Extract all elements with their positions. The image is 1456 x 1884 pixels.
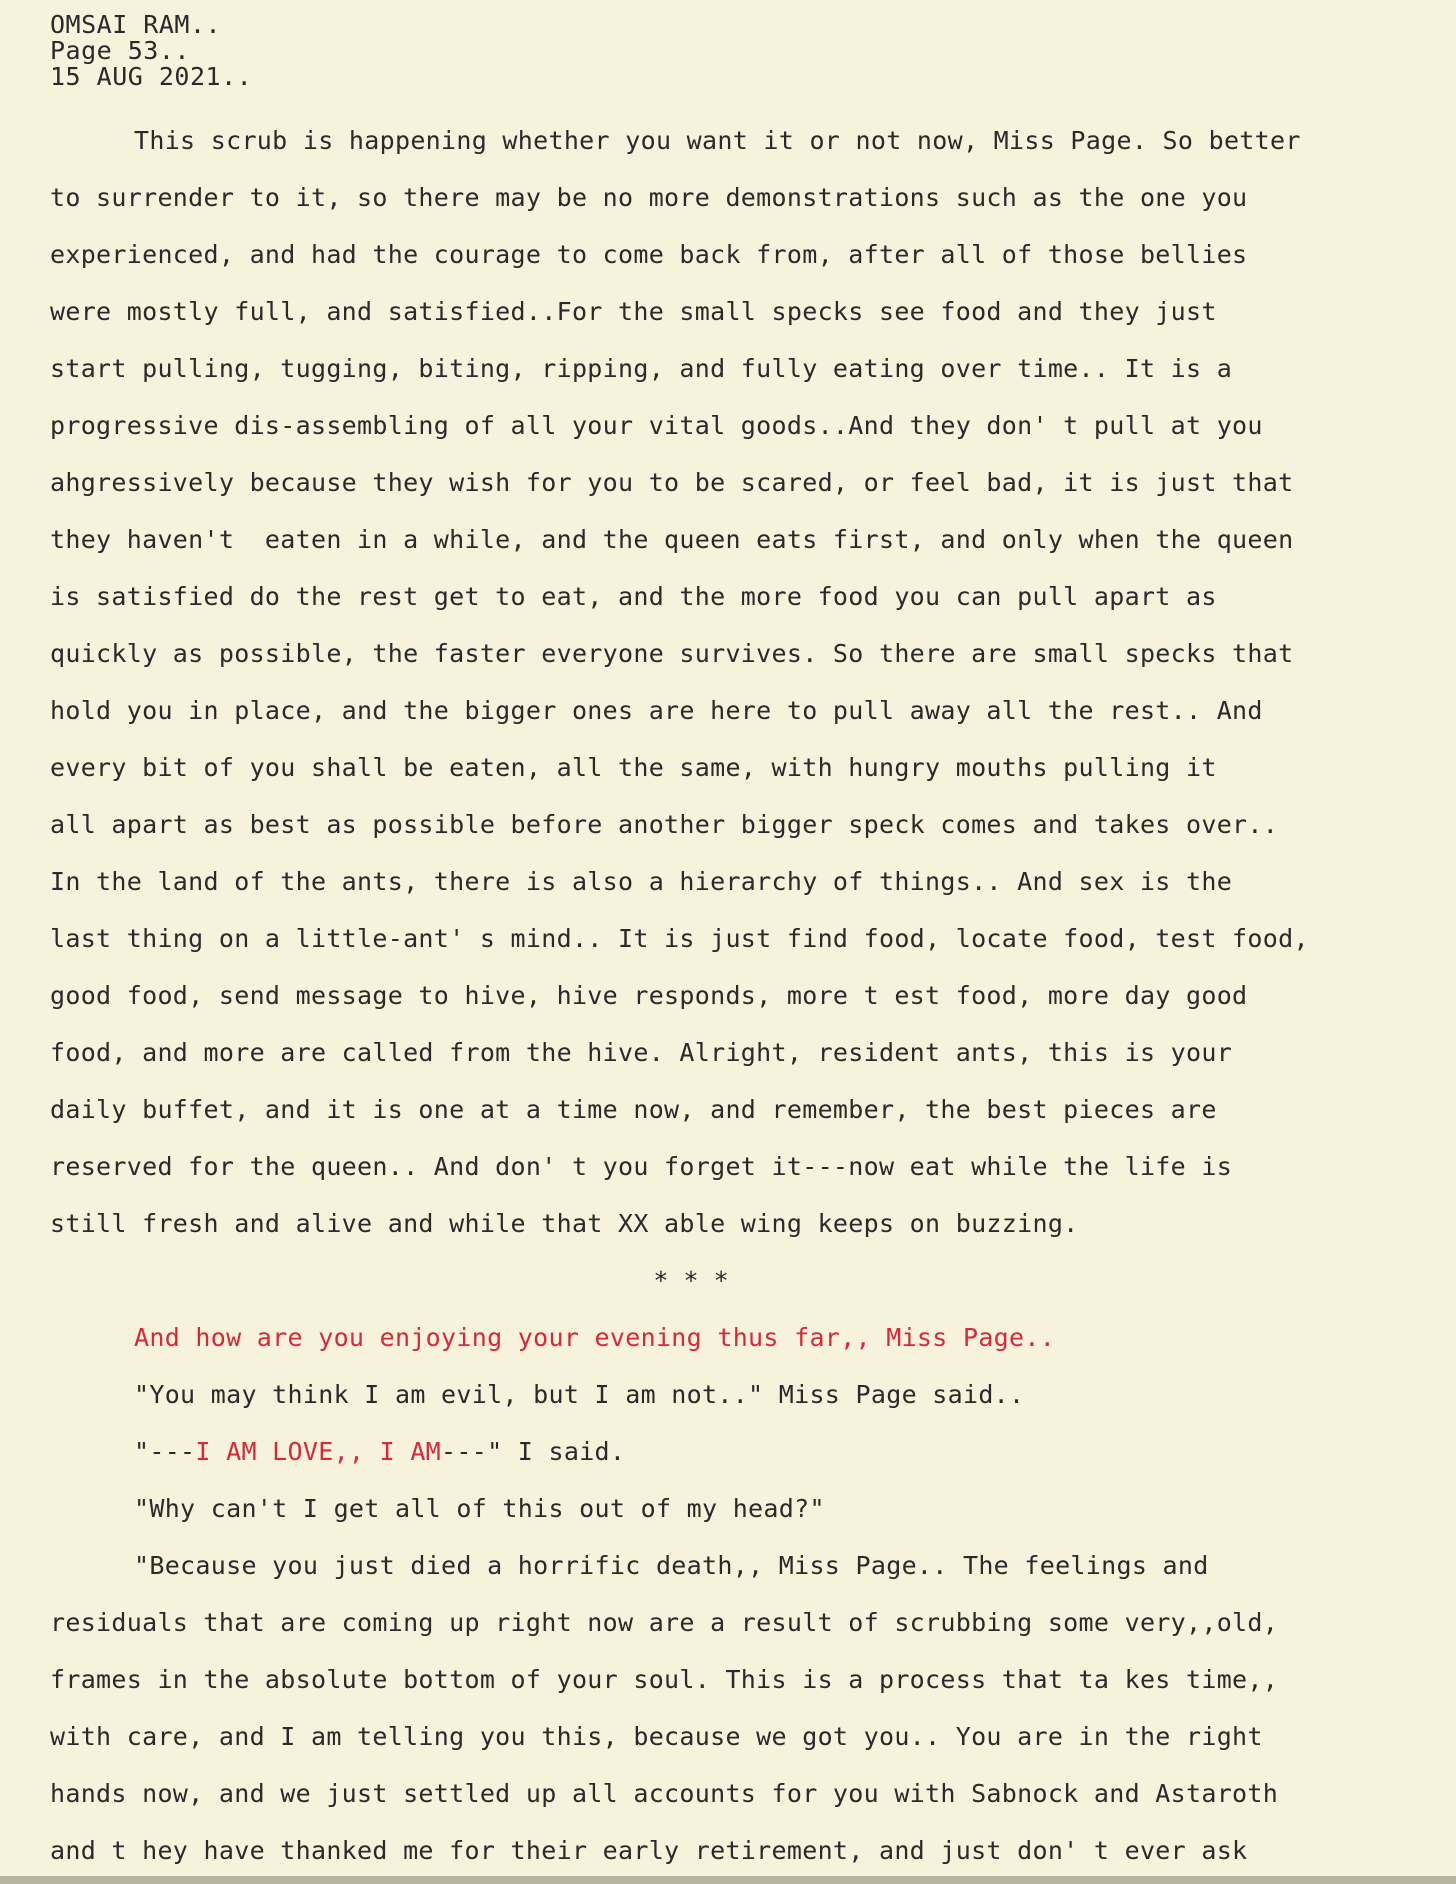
red-dialogue-line: And how are you enjoying your evening thus far,, Miss Page..	[134, 1323, 1056, 1352]
text-line: were mostly full, and satisfied..For the small specks see food and they just	[50, 297, 1217, 326]
text-line: and t hey have thanked me for their early retirement, and just don' t ever ask	[50, 1836, 1248, 1865]
text-line: frames in the absolute bottom of your soul. This is a process that ta kes time,,	[50, 1665, 1279, 1694]
paragraph-1	[50, 112, 1442, 1252]
text-line: In the land of the ants, there is also a hierarchy of things.. And sex is the	[50, 867, 1233, 896]
text-line: last thing on a little-ant' s mind.. It is just find food, locate food, test food,	[50, 924, 1309, 953]
paragraph-2	[50, 1537, 1442, 1879]
text-line: This scrub is happening whether you want it or not now, Miss Page. So better	[134, 126, 1301, 155]
text-line: food, and more are called from the hive. Alright, resident ants, this is your	[50, 1038, 1233, 1067]
text-line: with care, and I am telling you this, because we got you.. You are in the right	[50, 1722, 1263, 1751]
text-line: all apart as best as possible before another bigger speck comes and takes over..	[50, 810, 1279, 839]
text-line: hands now, and we just settled up all accounts for you with Sabnock and Astaroth	[50, 1779, 1279, 1808]
page-bottom-edge	[0, 1876, 1456, 1884]
text-line: residuals that are coming up right now are a result of scrubbing some very,,old,	[50, 1608, 1279, 1637]
dialogue-line-mixed	[50, 1423, 1442, 1480]
header-date: 15 AUG 2021..	[50, 62, 253, 91]
dialogue-close: ---" I said.	[441, 1437, 626, 1466]
text-line: still fresh and alive and while that XX able wing keeps on buzzing.	[50, 1209, 1079, 1238]
page-header	[50, 12, 1442, 90]
header-line: OMSAI RAM..	[50, 10, 222, 39]
text-line: progressive dis-assembling of all your vital goods..And they don' t pull at you	[50, 411, 1263, 440]
text-line: daily buffet, and it is one at a time now, and remember, the best pieces are	[50, 1095, 1217, 1124]
text-line: good food, send message to hive, hive responds, more t est food, more day good	[50, 981, 1248, 1010]
text-line: quickly as possible, the faster everyone survives. So there are small specks that	[50, 639, 1294, 668]
red-exclamation: I AM LOVE,, I AM	[195, 1437, 442, 1466]
dialogue-block	[50, 1309, 1442, 1537]
text-line: hold you in place, and the bigger ones are here to pull away all the rest.. And	[50, 696, 1263, 725]
text-line: start pulling, tugging, biting, ripping, and fully eating over time.. It is a	[50, 354, 1233, 383]
text-line: to surrender to it, so there may be no more demonstrations such as the one you	[50, 183, 1248, 212]
header-page-number: Page 53..	[50, 36, 190, 65]
text-line: "Because you just died a horrific death,, Miss Page.. The feelings and	[134, 1551, 1209, 1580]
dialogue-line: "Why can't I get all of this out of my head?"	[134, 1494, 825, 1523]
text-line: is satisfied do the rest get to eat, and the more food you can pull apart as	[50, 582, 1217, 611]
text-line: experienced, and had the courage to come back from, after all of those bellies	[50, 240, 1248, 269]
text-line: reserved for the queen.. And don' t you forget it---now eat while the life is	[50, 1152, 1233, 1181]
dialogue-line: "You may think I am evil, but I am not.." Miss Page said..	[134, 1380, 1025, 1409]
dialogue-open: "---	[134, 1437, 196, 1466]
text-line: they haven't eaten in a while, and the queen eats first, and only when the queen	[50, 525, 1294, 554]
section-separator: * * *	[653, 1266, 729, 1295]
text-line: ahgressively because they wish for you to be scared, or feel bad, it is just that	[50, 468, 1294, 497]
text-line: every bit of you shall be eaten, all the same, with hungry mouths pulling it	[50, 753, 1217, 782]
